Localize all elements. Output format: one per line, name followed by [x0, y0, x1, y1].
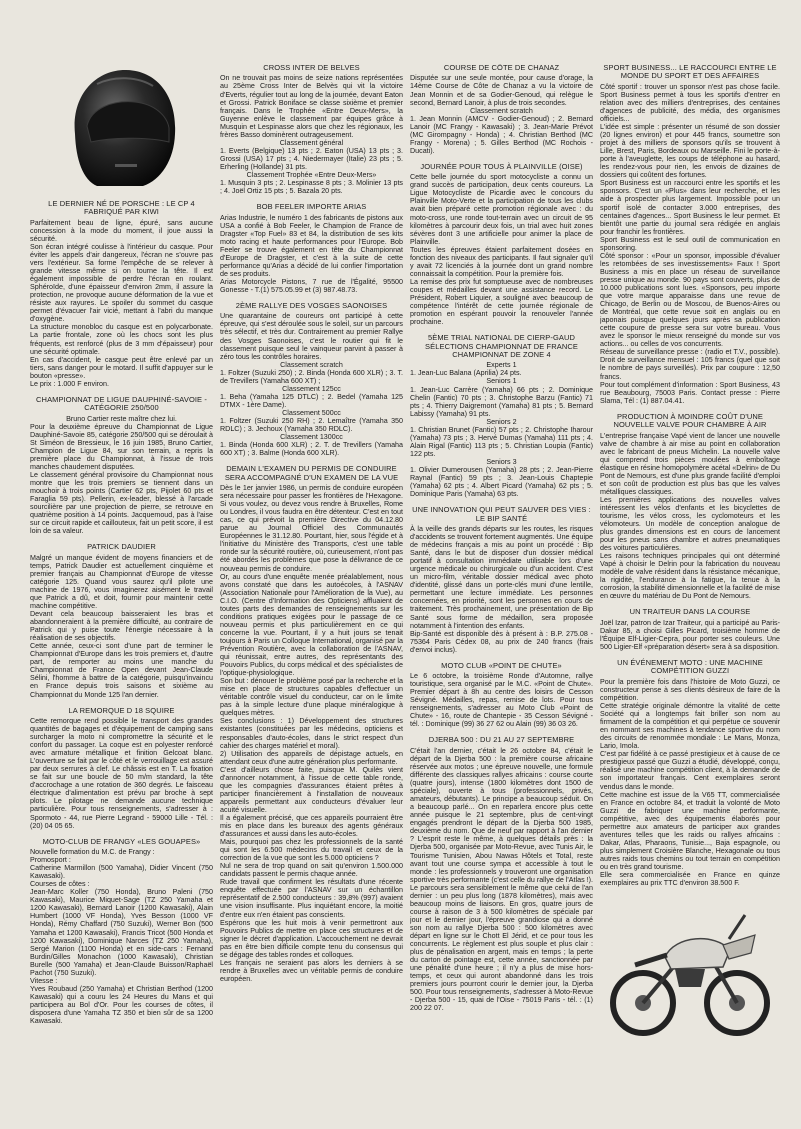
article-paragraph: Mais, pourquoi pas chez les professionnels de la santé qui sont les 6.500 médecins du travail et ceux de la correction de la vue que sont les 5.000 opticiens ? — [220, 838, 403, 863]
article-paragraph: Courses de côtes : — [30, 880, 90, 889]
article-paragraph: Cette remorque rend possible le transport des grandes quantités de bagages et d'équipement de camping sans surcharger la moto ni compromettre la sécurité et le confort du passager. La coque est en polyester renforcé avec armature métallique et finition Gelcoat blanc. L'ouverture se fait par le côté et le verrouillage est assuré par deux serrures à clef. Le châssis est en T. La fixation se fait sur une boucle de 50 m/m standard, la tête d'accrochage a une rotation de 360 degrés. Le faisceau électrique d'alimentation est prévu par broche à sept plots. Le pilotage ne demande aucune technique particulière. Pour tous renseignements, s'adresser à : Spormoto - 44, rue Pierre Legrand - 59000 Lille - Tél. : (20) 04 05 65. — [30, 716, 213, 830]
article-title: JOURNÉE POUR TOUS À PLAINVILLE (OISE) — [420, 161, 583, 171]
article-paragraph: Ses conclusions : 1) Développement des structures existantes (constituées par les médecins, opticiens et responsables d'auto-écoles, dans le strict respect d'un cahier des charges matériel et moral). — [220, 717, 403, 750]
article-paragraph: 1. Foltzer (Suzuki 250) ; 2. Binda (Honda 600 XLR) ; 3. T. de Trevillers (Yamaha 600 XT) ; — [220, 368, 403, 385]
article-title: CHAMPIONNAT DE LIGUE DAUPHINÉ-SAVOIE - CATÉGORIE 250/500 — [36, 394, 207, 413]
article-paragraph: La remise des prix fut somptueuse avec de nombreuses coupes et médailles devant une assistance record. Le Président, Robert Liquier, a souligné avec beaucoup de compétence l'intérêt de cette journée régionale de promotion en espérant pouvoir la renouveler l'année prochaine. — [410, 277, 593, 327]
article-paragraph: Les raisons techniques principales qui ont déterminé Vapé à choisir le Delrin pour la fabrication du nouveau modèle de valve résident dans la résistance mécanique, la rigidité, l'endurance à la fatigue, la tenue à la corrosion, la stabilité dimensionnelle et la facilité de mise en œuvre du matériau de Du Pont de Nemours. — [600, 552, 780, 601]
article-title: UNE INNOVATION QUI PEUT SAUVER DES VIES : LE BIP SANTÉ — [412, 505, 591, 523]
helmet-photo — [57, 64, 187, 192]
article-paragraph: En cas d'accident, le casque peut être enlevé par un tiers, sans danger pour le motard. Il suffit d'appuyer sur le bouton «presse». — [30, 355, 213, 380]
article-paragraph: Classement Trophée «Entre Deux-Mers» — [246, 170, 377, 179]
column-1 — [30, 64, 213, 1104]
article-title: MOTO CLUB «POINT DE CHUTE» — [441, 660, 562, 670]
article-paragraph: Seniors 1 — [486, 377, 517, 386]
article-paragraph: 1. Foltzer (Suzuki 250 RH) ; 2. Lemaître (Yamaha 350 RDLC) ; 3. Jechoux (Yamaha 350 RDLC). — [220, 417, 403, 434]
column-3 — [410, 64, 593, 1104]
article-paragraph: Pour la deuxième épreuve du Championnat de Ligue Dauphiné-Savoie 85, catégorie 250/500 qui se déroulait à St Siméon de Bressieux, le 16 juin 1985, Bruno Cartier, Champion de Ligue 84, sur son terrain, a repris la première place du Championnat, à l'issue de trois manches chaudement disputées. — [30, 422, 213, 471]
article-title: SPORT BUSINESS... LE RACCOURCI ENTRE LE MONDE DU SPORT ET DES AFFAIRES — [603, 64, 777, 81]
article-paragraph: Cette année, ceux-ci sont d'une part de terminer le Championnat d'Europe dans les trois premiers et, d'autre part, de remporter au moins une manche du Championnat de France Open devant Jean-Claude Sélini, l'homme à battre de la catégorie, puisqu'invaincu en France depuis trois saisons et sixième au Championnat du Monde 125 l'an dernier. — [30, 642, 213, 699]
article-paragraph: Seniors 3 — [486, 457, 517, 466]
article-paragraph: Les français ne seraient pas alors les derniers à se rendre à Bruxelles avec un véritable permis de conduire européen. — [220, 958, 403, 983]
article-paragraph: Cette machine est issue de la V65 TT, commercialisée en France en octobre 84, et traduit la volonté de Moto Guzzi de fabriquer une machine performante, compétitive, avec des équipements élaborés pour permettre aux amateurs de participer aux grandes aventures telles que les raids ou rallyes africains : Dakar, Atlas, Pharaons, Tunisie..., Baja espagnole, ou plus simplement Croisière Blanche, Hexagonale ou tous autres raids tous chemins ou tout terrain en compétition ou en très grand tourisme. — [600, 790, 780, 871]
article-paragraph: Toutes les épreuves étaient parfaitement dosées en fonction des niveaux des participants. Il faut signaler qu'il y avait 72 licenciés à la journée dont un grand nombre connaissait la compétition. Pour la première fois. — [410, 245, 593, 278]
article-paragraph: C'est par fidélité à ce passé prestigieux et à cause de ce prestigieux passé que Guzzi a étudié, développé, conçu, réalisé une machine compétition client, à la demande de son importateur français. Cent exemplaires seront vendus dans le monde. — [600, 750, 780, 791]
article-paragraph: On ne trouvait pas moins de seize nations représentées au 25ème Cross Inter de Belvès qui vit la victoire d'Everts, régulier tout au long de la journée, devant Eaton et Grossi. Patrick Boniface se classe sixième et premier français. Dans le Trophée «Entre Deux-Mers», la Guyenne enlève le classement par équipes grâce à Musquin et Lespinasse alors que chez les régionaux, les frères Basso dominèrent outrageusement. — [220, 74, 403, 139]
article-paragraph: 1. Musquin 3 pts ; 2. Lespinasse 8 pts ; 3. Molinier 13 pts ; 4. Joël Ortiz 15 pts ; 5. Bazala 20 pts. — [220, 179, 403, 196]
article-paragraph: Elle sera commercialisée en France en quinze exemplaires au prix TTC d'environ 38.500 F. — [600, 871, 780, 888]
article-paragraph: Rude travail que confirment les résultats d'une récente enquête effectuée par l'ASNAV sur un échantillon représentatif de 2.500 conducteurs : 39,8% (997) avaient une vision insuffisante. Plus inquiétant encore, la moitié d'entre eux n'en étaient pas conscients. — [220, 878, 403, 919]
article-paragraph: Classement 500cc — [282, 408, 341, 417]
article-paragraph: Arias Motorcycle Pistons, 7 rue de l'Égalité, 95500 Gonesse - T.(1) 575.05.99 et (3) 987.48.73. — [220, 277, 403, 294]
article-paragraph: 2) Utilisation des appareils de dépistage actuels, en attendant ceux d'une autre génération plus performante. — [220, 749, 403, 766]
article-paragraph: Seniors 2 — [486, 417, 517, 426]
article-title: UN TRAITEUR DANS LA COURSE — [629, 607, 751, 617]
article-paragraph: Catherine Marmillon (500 Yamaha), Didier Vincent (750 Kawasaki). — [30, 864, 213, 881]
article-paragraph: 1. Beha (Yamaha 125 DTLC) ; 2. Bedel (Yamaha 125 DTMX - 1ère Dame). — [220, 392, 403, 409]
article-paragraph: Il a également précisé, que ces appareils pourraient être mis en place dans les bureaux des agents généraux d'assurances et aussi dans les auto-écoles. — [220, 813, 403, 839]
article-paragraph: Joël Izar, patron de Izar Traiteur, qui a participé au Paris-Dakar 85, a choisi Gilles Picard, troisième homme de l'Équipe Elf-Ligier-Cepra, pour porter ses couleurs. Une 500 Ligier-Elf «préparation désert» sera à sa disposition. — [600, 618, 780, 652]
article-paragraph: Classement scratch — [280, 360, 343, 369]
article-paragraph: Réseau de surveillance presse : (radio et T.V., possible). Droit de surveillance mensuel : 105 francs (quel que soit le nombre de pays surveillés). Prix par coupure : 12,50 francs. — [600, 348, 780, 381]
article-paragraph: Pour la première fois dans l'histoire de Moto Guzzi, ce constructeur pense à ses clients désireux de faire de la compétition. — [600, 677, 780, 702]
article-paragraph: Experts 1 — [486, 361, 517, 370]
article-title: LE DERNIER NÉ DE PORSCHE : LE CP 4 FABRIQUÉ PAR KIWI — [48, 199, 195, 217]
article-paragraph: Cette stratégie originale démontre la vitalité de cette Société qui a longtemps fait briller son nom au firmament de la compétition et qui perpétue ce souvenir en nommant ses machines à tendance sportive du nom des circuits de renommée mondiale : Le Mans, Monza, Lario, Imola. — [600, 702, 780, 751]
article-paragraph: Parfaitement beau de ligne, épuré, sans aucune concession à la mode du moment, il joue aussi la sécurité. — [30, 218, 213, 243]
article-paragraph: Le 6 octobre, la troisième Ronde d'Automne, rallye touristique, sera organisé par le M.C. «Point de Chute». Premier départ à 8h au centre des loisirs de Cesson Sévigné. Médailles, repas, remise de lots. Pour tous renseignements, s'adresser au Moto Club «Point de Chute» - 16, route de Chantepie - 35 Cesson Sévigné - tél. : Dominique (99) 36 27 62 ou Alain (99) 36 03 26. — [410, 672, 593, 729]
article-paragraph: Bruno Cartier reste maître chez lui. — [66, 414, 177, 423]
article-paragraph: Classement scratch — [470, 106, 533, 115]
article-paragraph: 1. Everts (Belgique) 13 pts ; 2. Eaton (USA) 13 pts ; 3. Grossi (USA) 17 pts ; 4. Niedermayer (Italie) 23 pts ; 5. Erherling (Hollande) 31 pts. — [220, 146, 403, 171]
article-paragraph: À la veille des grands départs sur les routes, les risques d'accidents se trouvent fortement augmentés. Une équipe de médecins français a mis au point un procédé : Bip Santé, dans le but de disposer d'un dossier médical portatif à consultation immédiate utilisable lors d'une urgence médicale ou chirurgicale ou d'un accident. C'est un micro-film, véritable dossier médical avec photo d'identité, glissé dans un porte-clés muni d'une lentille, permettant une lecture immédiate. Les personnes concernées, en priorité, sont les personnes en cours de traitement. Très prochainement, une présentation de Bip Santé sous forme de médaillon, sera proposée notamment à l'intention des enfants. — [410, 525, 593, 630]
article-paragraph: Pour tout complément d'information : Sport Business, 43 rue Beaubourg, 75003 Paris. Contact presse : Pierre Slama, Tél : (1) 887.04.41. — [600, 380, 780, 405]
article-paragraph: Espérons que les huit mois à venir permettront aux Pouvoirs Publics de mettre en place ces structures et de signer le décret d'application. L'accouchement ne devrait pas en être bien difficile compte tenu du consensus qui se dégage des tables rondes et colloques. — [220, 918, 403, 959]
article-paragraph: Classement général — [279, 138, 344, 147]
article-paragraph: Classement 1300cc — [280, 433, 343, 442]
article-paragraph: Côté sportif : trouver un sponsor n'est pas chose facile. Sport Business permet à tous les sportifs d'entrer en relation avec des milliers d'entreprises, des centaines d'agences de publicité, des média, des organismes officiels... — [600, 82, 780, 123]
article-paragraph: Nul ne sera de trop quand on sait qu'environ 1.500.000 candidats passent le permis chaque année. — [220, 862, 403, 879]
article-paragraph: Dès le 1er janvier 1986, un permis de conduire européen sera nécessaire pour passer les frontières de l'Hexagone. Si vous voulez, ou devez vous rendre à Bruxelles, Rome ou Londres, il vous faudra en être détenteur. C'est en tout cas, ce qui prévoit la première Directive du 04.12.80 parue au Journal Officiel des Communautés Européennes le 31.12.80. Pourtant, hier, sous l'égide et à l'initiative du Ministère des Transports, c'est une table ronde sur la sécurité routière, où, curieusement, n'ont pas été abordés les problèmes que pose la délivrance de ce nouveau permis de conduire. — [220, 484, 403, 573]
article-title: 2ÈME RALLYE DES VOSGES SAONOISES — [235, 300, 388, 310]
article-title: DJERBA 500 : DU 21 AU 27 SEPTEMBRE — [428, 735, 575, 745]
article-paragraph: Sport Business est un raccourci entre les sportifs et les sponsors. C'est un «Plus» dans leur recherche, et les aide à prospecter plus largement. Impossible pour un sportif isolé de contacter 3.000 entreprises, des centaines d'agences... Sport Business le leur permet. Et bientôt une partie du journal sera rédigée en anglais pour franchir les frontières. — [600, 179, 780, 236]
article-paragraph: Classement 125cc — [282, 384, 341, 393]
article-title: CROSS INTER DE BELVES — [263, 64, 360, 72]
column-2 — [220, 64, 403, 1104]
article-title: PRODUCTION À MOINDRE COÛT D'UNE NOUVELLE VALVE POUR CHAMBRE À AIR — [613, 411, 767, 430]
article-paragraph: Son but : dénouer le problème posé par la recherche et la mise en place de structures capables d'effectuer un véritable contrôle visuel du conducteur, car on le limite pas à la simple lecture d'une plaque minéralogique à quelques mètres. — [220, 677, 403, 718]
article-paragraph: La structure monobloc du casque est en polycarbonate. La partie frontale, zone où les chocs sont les plus fréquents, est renforcé (plus de 3 mm d'épaisseur) pour une sécurité optimale. — [30, 323, 213, 356]
article-paragraph: 1. Jean-Luc Carrère (Yamaha) 66 pts ; 2. Dominique Chelin (Fantic) 70 pts ; 3. Christophe Barzu (Fantic) 71 pts ; 4. Thierry Daigremont (Yamaha) 81 pts ; 5. Bernard Labissy (Yamaha) 91 pts. — [410, 385, 593, 418]
article-paragraph: Yves Roubaud (250 Yamaha) et Christian Berthod (1200 Kawasaki) qui a couru les 24 Heures du Mans et qui participera au Bol d'Or. Pour les courses de côtes, il disposera d'une Yamaha TZ 350 et bien sûr de sa 1200 Kawasaki. — [30, 984, 213, 1026]
article-title: COURSE DE CÔTE DE CHANAZ — [443, 64, 560, 72]
article-paragraph: Les premières applications des nouvelles valves intéressent les vélos d'enfants et les bicyclettes de tourisme, les vélos cross, les cyclomoteurs et les vélomoteurs. Un modèle de conception analogue de plus grandes dimensions est en cours de lancement pour les pneus sans chambre et autres pneumatiques des voitures particulières. — [600, 495, 780, 553]
article-paragraph: C'était l'an dernier, c'était le 26 octobre 84, c'était le départ de la Djerba 500 : la première course africaine réservée aux motos ; une épreuve nouvelle, une formule différente des classiques rallyes africains : course courte (quatre jours), intense (1800 kilomètres dont 1500 de spéciale), ouverte à tous (professionnels, privés, amateurs, débutants). Le principe a beaucoup séduit. On a beaucoup parlé... On en reparlera encore plus cette année puisque le 21 septembre, plus de cent-vingt engagés prendront le départ de la Djerba 500 1985, deuxième du nom. Que de neuf par rapport à l'an dernier ? L'esprit reste le même, à quelques détails près : la Djerba 500, organisée par Moto-Revue, avec Tunis Air, le Tourisme Tunisien, Abou Nawas Hôtels et Total, reste avant tout une course sympa et accessible à tout le monde : les professionnels y trouveront une organisation sportive très performante (c'est celle du rallye de l'Atlas !). Le parcours sera sensiblement le même que celui de l'an dernier : un peu plus long (1878 kilomètres), mais avec beaucoup moins de liaisons. En gros, quatre jours de course à raison de 3 à 500 kilomètres de spéciale par jour et le dernier jour, l'épreuve grandiose qui a donné son nom au rallye Djerba 500 : 500 kilomètres avec départ en ligne sur le Chott El Jérid, et ce pour tous les concurrents. Le règlement est plus souple et plus clair : plus de pénalisation en argent, mais en temps ; la perte du carton de pointage est, cette année, sanctionnée par une pénalité d'une heure ; il n'y a plus de mise hors-temps, et ceux qui auront abandonné dans les trois premiers jours pourront courir le dernier jour, la Djerba 500. Pour tous renseignements, s'adresser à Moto-Revue - Djerba 500 - 15, quai de l'Oise - 75019 Paris - tél. : (1) 200 22 07. — [410, 746, 593, 1013]
article-paragraph: Le classement général provisoire du Championnat nous montre que les trois premiers se tiennent dans un mouchoir à trois points (Cartier 62 pts, Pijolet 60 pts et Faraglia 59 pts). Pellerin, ex-leader, blessé à l'arcade sourcilière par une projection de pierre, se retrouve en quatrième position à 14 points. Jacquemoud, pas à l'aise sur ce circuit rapide et caillouteux, fait un petit score, il est loin de sa valeur. — [30, 470, 213, 536]
article-title: 5ÈME TRIAL NATIONAL DE CIERP-GAUD SÉLECTIONS CHAMPIONNAT DE FRANCE CHAMPIONNAT DE ZONE 4 — [425, 333, 578, 359]
article-paragraph: Vitesse : — [30, 976, 58, 985]
article-paragraph: Cette belle journée du sport motocycliste a connu un grand succès de participation, deux cents coureurs. La Ligue Motocycliste de Picardie avec le concours du Plainville Moto-Verte et la participation de tous les clubs avait bien préparé cette promotion régionale avec : du moto-cross, une ronde tout-terrain avec un circuit de 95 kilomètres à parcourir deux fois, un trial avec huit zones sévères dont 3 une artificielle pour animer la place de Plainville. — [410, 173, 593, 246]
motorcycle-photo — [605, 895, 775, 1040]
article-paragraph: Son écran intégré coulisse à l'intérieur du casque. Pour éviter les appels d'air dangereux, l'écran ne s'ouvre pas vers l'extérieur. Sa forme l'empêche de se relever à grande vitesse même si on tourne la tête. Il est également impossible de perdre l'écran en roulant. Sphéroïde, d'une épaisseur d'environ 2mm, il assure la protection, ne provoque aucune déformation de la vue et résiste aux rayures. Le spoiler du sommet du casque permet d'évacuer l'air vicié, mettant à l'abri du manque d'oxygène. — [30, 242, 213, 324]
article-title: LA REMORQUE D 18 SQUIRE — [68, 705, 175, 715]
article-paragraph: 1. Binda (Honda 600 XLR) ; 2. T. de Trevillers (Yamaha 600 XT) ; 3. Balme (Honda 600 XLR). — [220, 441, 403, 458]
article-paragraph: Malgré un manque évident de moyens financiers et de temps, Patrick Daudier est actuellement cinquième et premier français au Championnat d'Europe de vitesse catégorie 125. Quand vous saurez qu'il pilote une machine de 1976, vous imaginerez aisément le travail que Patrick a dû, et doit, fournir pour maintenir cette machine compétitive. — [30, 553, 213, 610]
article-paragraph: 1. Christian Brunet (Fantic) 57 pts ; 2. Christophe Iharour (Yamaha) 73 pts ; 3. Hervé Dumas (Yamaha) 111 pts ; 4. Alain Rigal (Fantic) 113 pts ; 5. Christian Loupia (Fantic) 122 pts. — [410, 425, 593, 458]
article-title: BOB FEELER IMPORTE ARIAS — [256, 202, 367, 212]
article-paragraph: L'idée est simple : présenter un résumé de son dossier (20 lignes environ) et pour 445 francs, soumettre son projet à des milliers de sponsors qu'ils se trouvent à Lille, Brest, Paris, Bordeaux ou Marseille. Fini le porte-à-porte à l'aveuglette, les coups de téléphone au hasard, les rendez-vous pour rien, les envois de dizaines de dossiers qui coûtent des fortunes. — [600, 123, 780, 180]
article-paragraph: Le prix : 1.000 F environ. — [30, 379, 109, 388]
article-paragraph: Sport Business est le seul outil de communication en sponsoring. — [600, 235, 780, 252]
article-paragraph: C'est d'ailleurs chose faite, puisque M. Quilès vient d'annoncer notamment, à l'issue de cette table ronde, que les compagnies d'assurances étaient prêtes à participer financièrement à l'installation de nouveaux appareils permettant aux conducteurs d'évaluer leur acuité visuelle. — [220, 765, 403, 814]
article-paragraph: 1. Jean-Luc Balana (Aprilia) 24 pts. — [410, 369, 522, 378]
article-title: UN ÉVÉNEMENT MOTO : UNE MACHINE COMPÉTITION GUZZI — [617, 658, 763, 676]
article-paragraph: Bip-Santé est disponible dès à présent à : B.P. 275.08 - 75364 Paris Cédex 08, au prix de 240 francs (frais d'envoi inclus). — [410, 629, 593, 654]
article-title: MOTO-CLUB DE FRANGY «LES GOUAPES» — [42, 836, 201, 846]
article-paragraph: Or, au cours d'une enquête menée préalablement, nous avons constaté que dans les autoécoles, à l'ASNAV (Association Nationale pour l'Amélioration de la Vue), au C.I.O. (Centre d'Information des Opticiens) affluaient de toutes parts des demandes de renseignements sur les conditions pratiques exigées pour le passage de ce nouveau permis et plus particulièrement en ce qui concerne la vue. Pourtant, il y a huit jours se tenait toujours à Paris un Colloque International, organisé par la Prévention Routière, avec la collaboration de l'ASNAV, qui réunissait, entre autres, des représentants des Pouvoirs Publics, du corps médical et des spécialistes de l'optique-physiologique. — [220, 572, 403, 678]
article-paragraph: Disputée sur une seule montée, pour cause d'orage, la 14ème Course de Côte de Chanaz a vu la victoire de Jean Monnin et de sa Godier-Genoud, qui relègue le second, Bernard Lanoir, à plus de trois secondes. — [410, 74, 593, 107]
article-paragraph: Devant cela beaucoup baisseraient les bras et abandonneraient à la première difficulté, au contraire de Patrick qui y puise toute l'énergie nécessaire à la réalisation de ses objectifs. — [30, 610, 213, 643]
article-paragraph: 1. Jean Monnin (AMCV - Godier-Genoud) ; 2. Bernard Lanoir (MC Frangy - Kawasaki) ; 3. Jean-Marie Prévot (MC Girompagny - Honda) ; 4. Christian Berthod (MC Frangy - Morena) ; 5. Gilles Berthod (MC Rochois - Ducati). — [410, 114, 593, 155]
article-paragraph: Arias Industrie, le numéro 1 des fabricants de pistons aux USA a confié à Bob Feeler, le Champion de France de Dragster «Top Fuel» 83 et 84, la distribution de ses kits moto racing et haute performances pour l'Europe. Bob Feeler se trouve également en tête du Championnat d'Europe de Dragster, et c'est à la suite de cette performance qu'Arias a décidé de lui confier l'importation de ses produits. — [220, 213, 403, 278]
article-paragraph: Promosport : — [30, 856, 71, 865]
article-title: PATRICK DAUDIER — [87, 542, 156, 552]
article-title: DEMAIN L'EXAMEN DU PERMIS DE CONDUIRE SERA ACCOMPAGNÉ D'UN EXAMEN DE LA VUE — [224, 464, 399, 482]
article-paragraph: Jean-Marc Koller (750 Honda), Bruno Paleni (750 Kawasaki), Maurice Miquet-Sage (TZ 250 Yamaha et 1200 Kawasaki), Bernard Lanoir (1200 Kawasaki), Alain Humbert (1000 VF Honda), Yves Besson (1000 VF Honda), Rémy Chaffard (750 Suzuki), Werner Bon (500 Yamaha et 1200 Kawasaki), Francis Tricot (500 Honda et 1200 Kawasaki), Dominique Narces (TZ 250 Yamaha), Sergé Marion (1100 Honda) et en side-cars : Fernand Burdin/Gilles Monachon (1000 Kawasaki), Christian Burelle (500 Yamaha) et Jean-Claude Buisson/Raphaël Pachot (750 Suzuki). — [30, 888, 213, 977]
article-paragraph: Une quarantaine de coureurs ont participé à cette épreuve, qui s'est déroulée sous le soleil, sur un parcours très sélectif, et très dur. Contrairement au premier Rallye des Vosges Saonoises, c'est le routier qui fit le classement puisque seul le vainqueur parvint à passer à zéro tous les contrôles horaires. — [220, 312, 403, 361]
article-paragraph: 1. Olivier Dumerousen (Yamaha) 28 pts ; 2. Jean-Pierre Raynal (Fantic) 59 pts ; 3. Jean-Louis Chaptepie (Yamaha) 62 pts ; 4. Albert Picard (Yamaha) 62 pts ; 5. Dominique Paris (Yamaha) 63 pts. — [410, 466, 593, 499]
article-paragraph: L'entreprise française Vapé vient de lancer une nouvelle valve de chambre à air mise au point en collaboration avec le fabricant de pneus Michelin. La nouvelle valve qui comprend trois pièces moulées à emboîtage élastique en résine homopolymère acétal «Delrin» de Du Pont de Nemours, est d'une plus grande facilité d'emploi et son coût de production est plus bas que les valves métalliques classiques. — [600, 431, 780, 496]
article-paragraph: Nouvelle formation du M.C. de Frangy : — [30, 848, 155, 857]
column-4 — [600, 64, 780, 1104]
article-paragraph: Côté sponsor : «Pour un sponsor, impossible d'évaluer les retombées de ses investissements» Faux ! Sport Business a mis en place un réseau de surveillance presse unique au monde. 90 pays sont couverts, plus de 10.000 publications sont lues. «Sponsors, peu importe que votre marque apparaisse dans une revue de Chicago, de Berlin ou de Moscou, de Buenos-Aires ou de Montréal, que cette revue soit en anglais ou en japonais puisque quelques jours après sa publication cette coupure de presse sera sur votre bureau. Vous avez le sponsor le mieux renseigné du monde sur vos actions... ou celles de vos concurrents. — [600, 251, 780, 349]
